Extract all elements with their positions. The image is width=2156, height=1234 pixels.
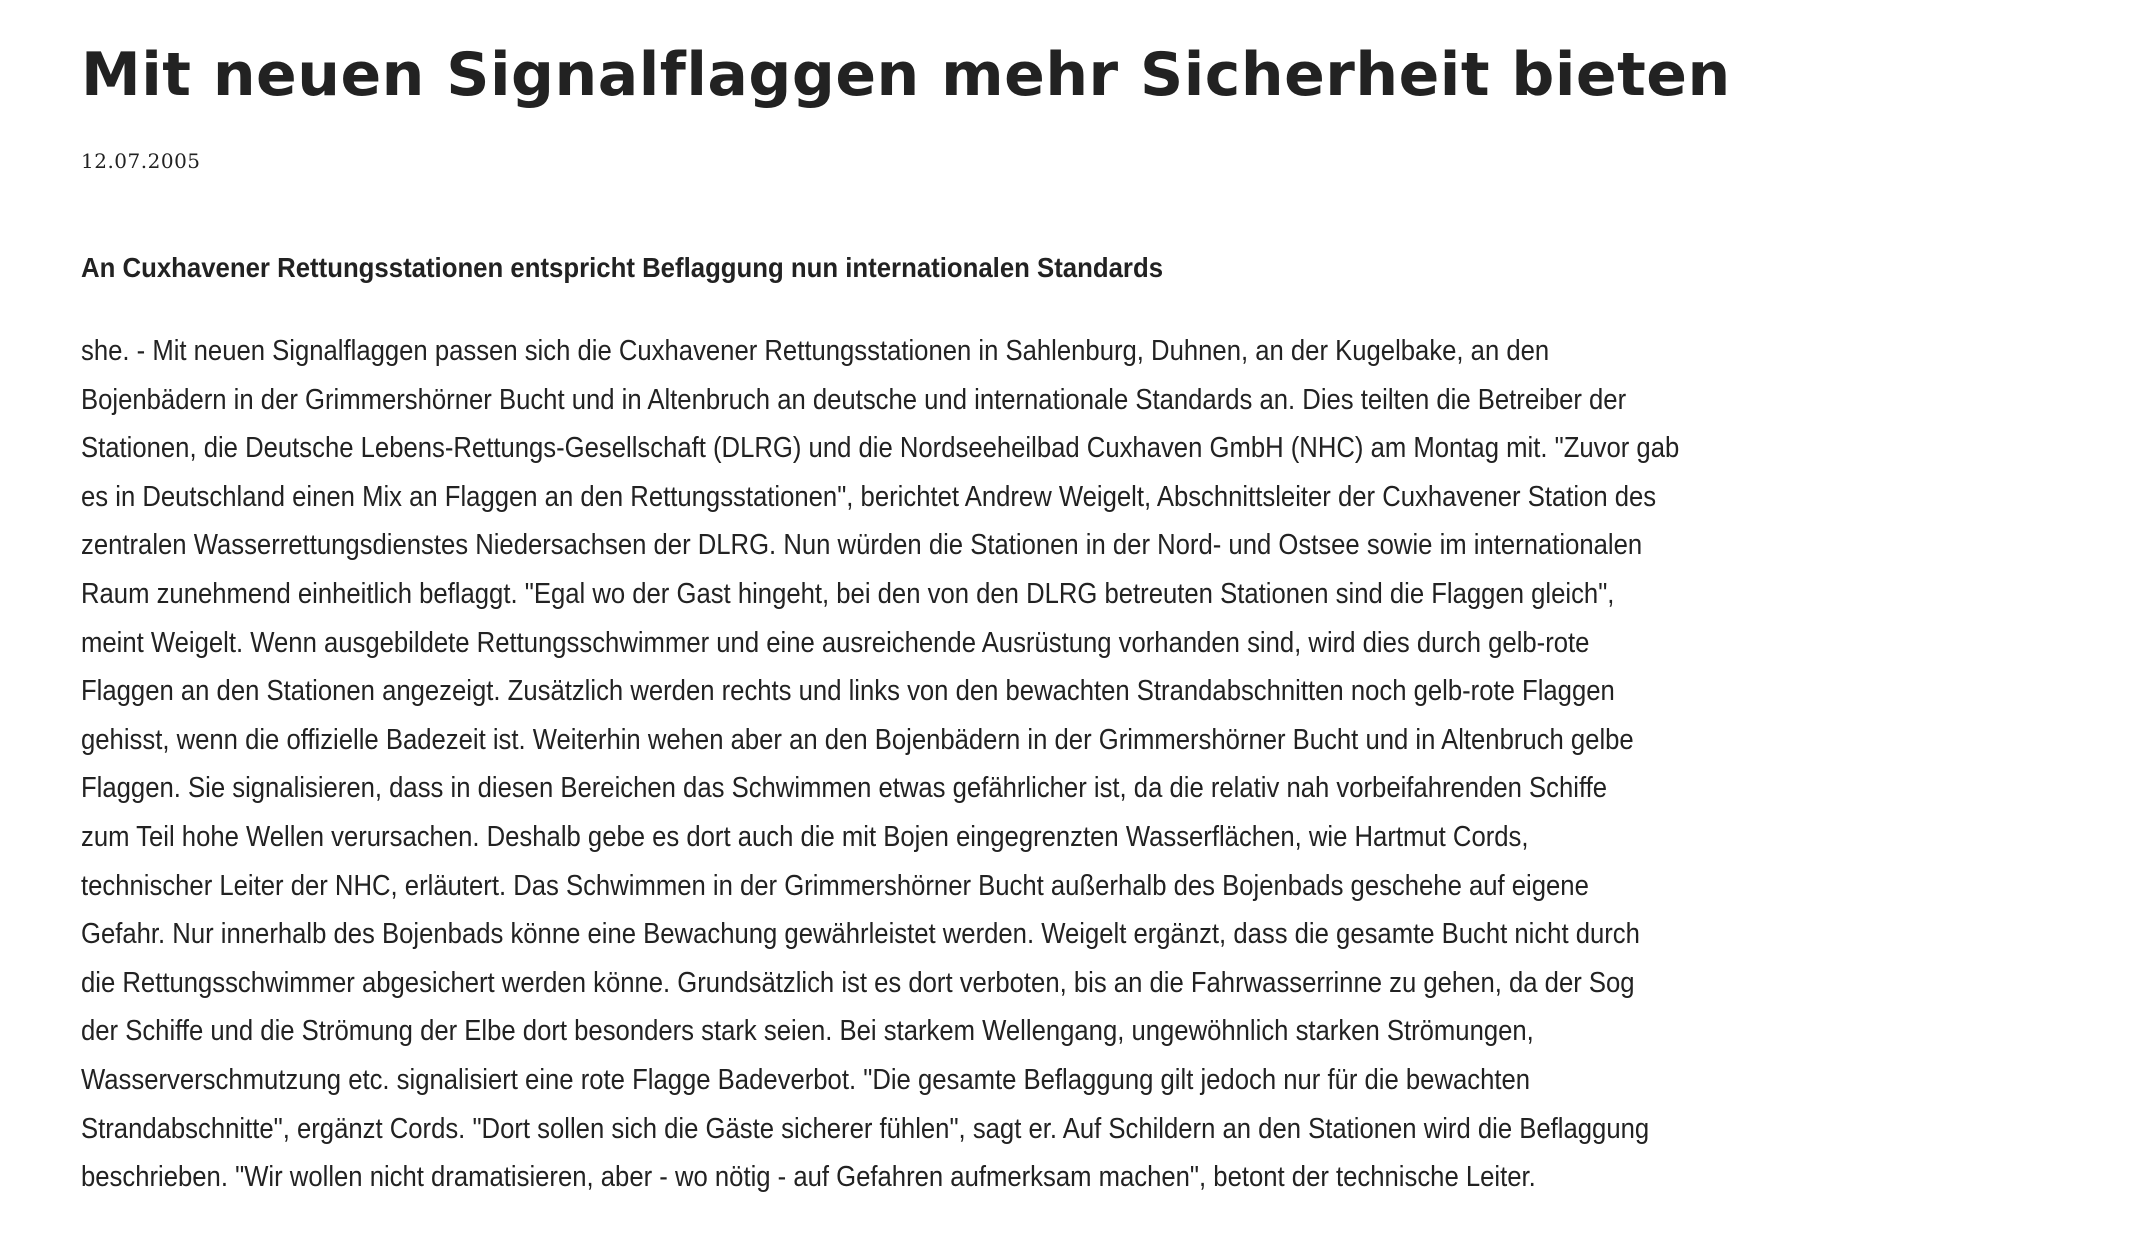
body-line: die Rettungsschwimmer abgesichert werden könne. Grundsätzlich ist es dort verboten, bis an die Fahrwasserrinne zu gehen, da der Sog (81, 966, 1635, 999)
body-line: Stationen, die Deutsche Lebens-Rettungs-Gesellschaft (DLRG) und die Nordseeheilbad Cuxhaven GmbH (NHC) am Montag mit. "Zuvor gab (81, 432, 1680, 465)
body-line: Gefahr. Nur innerhalb des Bojenbads könne eine Bewachung gewährleistet werden. Weigelt ergänzt, dass die gesamte Bucht nicht durch (81, 918, 1640, 951)
body-line: der Schiffe und die Strömung der Elbe dort besonders stark seien. Bei starkem Wellengang, ungewöhnlich starken Strömungen, (81, 1015, 1534, 1048)
article-date: 12.07.2005 (81, 149, 201, 173)
body-line: she. - Mit neuen Signalflaggen passen sich die Cuxhavener Rettungsstationen in Sahlenburg, Duhnen, an der Kugelbake, an den (81, 335, 1550, 367)
body-line: Flaggen an den Stationen angezeigt. Zusätzlich werden rechts und links von den bewachten Strandabschnitten noch gelb-rote Flaggen (81, 675, 1615, 708)
body-line: beschrieben. "Wir wollen nicht dramatisieren, aber - wo nötig - auf Gefahren aufmerksam machen", betont der technische Leiter. (81, 1161, 1536, 1194)
article-body (81, 327, 1887, 1202)
article-title: Mit neuen Signalflaggen mehr Sicherheit bieten (81, 40, 1731, 110)
body-line: gehisst, wenn die offizielle Badezeit ist. Weiterhin wehen aber an den Bojenbädern in der Grimmershörner Bucht und in Altenbruch gelbe (81, 723, 1634, 756)
body-line: zentralen Wasserrettungsdienstes Niedersachsen der DLRG. Nun würden die Stationen in der Nord- und Ostsee sowie im internationalen (81, 529, 1643, 562)
body-line: Wasserverschmutzung etc. signalisiert eine rote Flagge Badeverbot. "Die gesamte Beflaggung gilt jedoch nur für die bewachten (81, 1063, 1531, 1096)
body-line: Raum zunehmend einheitlich beflaggt. "Egal wo der Gast hingeht, bei den von den DLRG betreuten Stationen sind die Flaggen gleich", (81, 577, 1615, 610)
article-subtitle: An Cuxhavener Rettungsstationen entspricht Beflaggung nun internationalen Standards (81, 252, 1164, 283)
body-line: zum Teil hohe Wellen verursachen. Deshalb gebe es dort auch die mit Bojen eingegrenzten Wasserflächen, wie Hartmut Cords, (81, 820, 1529, 853)
body-line: Strandabschnitte", ergänzt Cords. "Dort sollen sich die Gäste sicherer fühlen", sagt er. Auf Schildern an den Stationen wird die Beflaggung (81, 1112, 1650, 1145)
body-line: meint Weigelt. Wenn ausgebildete Rettungsschwimmer und eine ausreichende Ausrüstung vorhanden sind, wird dies durch gelb-rote (81, 626, 1590, 659)
body-line: Flaggen. Sie signalisieren, dass in diesen Bereichen das Schwimmen etwas gefährlicher ist, da die relativ nah vorbeifahrenden Schiffe (81, 772, 1608, 805)
body-line: technischer Leiter der NHC, erläutert. Das Schwimmen in der Grimmershörner Bucht außerhalb des Bojenbads geschehe auf eigene (81, 869, 1589, 902)
body-line: Bojenbädern in der Grimmershörner Bucht und in Altenbruch an deutsche und internationale Standards an. Dies teilten die Betreiber der (81, 383, 1627, 416)
body-line: es in Deutschland einen Mix an Flaggen an den Rettungsstationen", berichtet Andrew Weigelt, Abschnittsleiter der Cuxhavener Station des (81, 480, 1657, 513)
